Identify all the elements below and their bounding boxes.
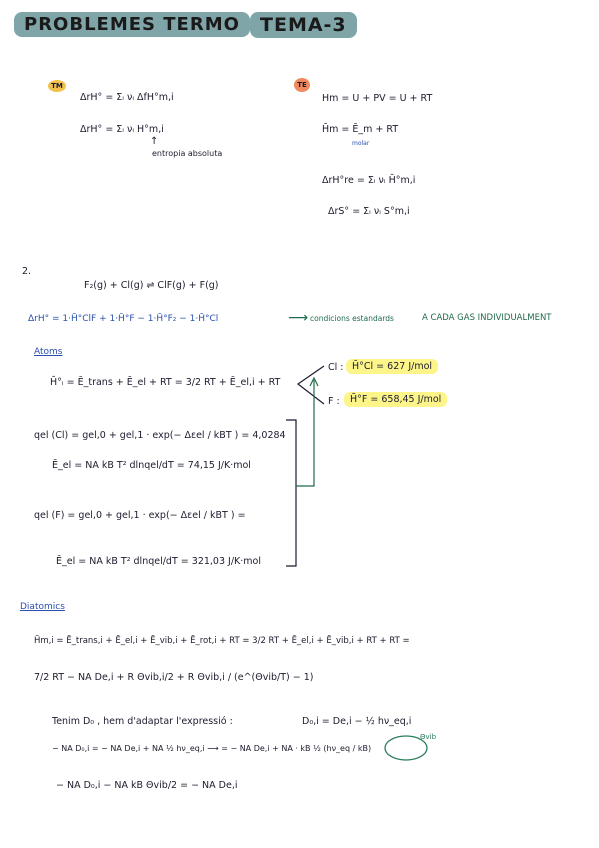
cl-value: H̄°Cl = 627 J/mol [346,359,438,374]
tm-arrow: ↑ [150,136,159,147]
condicions-arrow: ⟶ [288,310,309,326]
f-value: H̄°F = 658,45 J/mol [344,392,447,407]
te-tag: TE [294,78,310,92]
eel-cl: Ē_el = NA kB T² dlnqel/dT = 74,15 J/K·mol [52,460,251,471]
te-eq4: ΔrS° = Σᵢ νᵢ S°m,i [328,206,410,217]
cl-label: Cl : [328,362,344,373]
te-eq3: ΔrH°re = Σᵢ νᵢ H̄°m,i [322,175,416,186]
result-bracket-icon [284,376,324,572]
diatomics-eq4: − NA D₀,i = − NA De,i + NA ½ hν_eq,i ⟶ = − NA De,i + NA · kB ½ (hν_eq / kB) [52,744,372,753]
diatomics-title: Diatomics [20,602,65,612]
tm-tag: TM [48,80,66,92]
diatomics-eq3: D₀,i = De,i − ½ hν_eq,i [302,716,412,727]
diatomics-eq2: 7/2 RT − NA De,i + R Θvib,i/2 + R Θvib,i / (e^(Θvib/T) − 1) [34,672,314,683]
qel-cl: qel (Cl) = gel,0 + gel,1 · exp(− Δεel / kBT ) = 4,0284 [34,430,286,441]
te-eq1: Hm = U + PV = U + RT [322,93,433,104]
te-note: molar [352,140,370,147]
atoms-title: Atoms [34,347,63,357]
tm-eq1: ΔrH° = Σᵢ νᵢ ΔfH°m,i [80,92,174,103]
circled-term-icon [382,733,430,763]
reaction: F₂(g) + Cl(g) ⇌ ClF(g) + F(g) [84,280,219,291]
header-topic: TEMA-3 [250,12,357,38]
tm-eq2: ΔrH° = Σᵢ νᵢ H°m,i [80,124,164,135]
diatomics-text: Tenim D₀ , hem d'adaptar l'expressió : [52,716,233,727]
f-label: F : [328,396,340,407]
problem-number: 2. [22,266,32,277]
te-eq2: H̄m = Ē_m + RT [322,124,399,135]
header-title: PROBLEMES TERMO [14,12,250,37]
condicions-label: condicions estandards [310,314,394,323]
delta-h-reaction: ΔrH° = 1·H̄°ClF + 1·H̄°F − 1·H̄°F₂ − 1·H̄°Cl [28,314,219,324]
tm-note: entropia absoluta [152,149,223,158]
cada-gas-label: A CADA GAS INDIVIDUALMENT [422,313,552,323]
diatomics-eq5: − NA D₀,i − NA kB Θvib/2 = − NA De,i [56,780,238,791]
eel-f: Ē_el = NA kB T² dlnqel/dT = 321,03 J/K·mol [56,556,261,567]
atoms-eq-main: H̄°ᵢ = Ē_trans + Ē_el + RT = 3/2 RT + Ē_el,i + RT [50,377,281,388]
qel-f: qel (F) = gel,0 + gel,1 · exp(− Δεel / kBT ) = [34,510,246,521]
diatomics-eq1: H̄m,i = Ē_trans,i + Ē_el,i + Ē_vib,i + Ē_rot,i + RT = 3/2 RT + Ē_el,i + Ē_vib,i + RT + RT = [34,636,410,646]
theta-vib-note: Θvib [420,733,437,741]
